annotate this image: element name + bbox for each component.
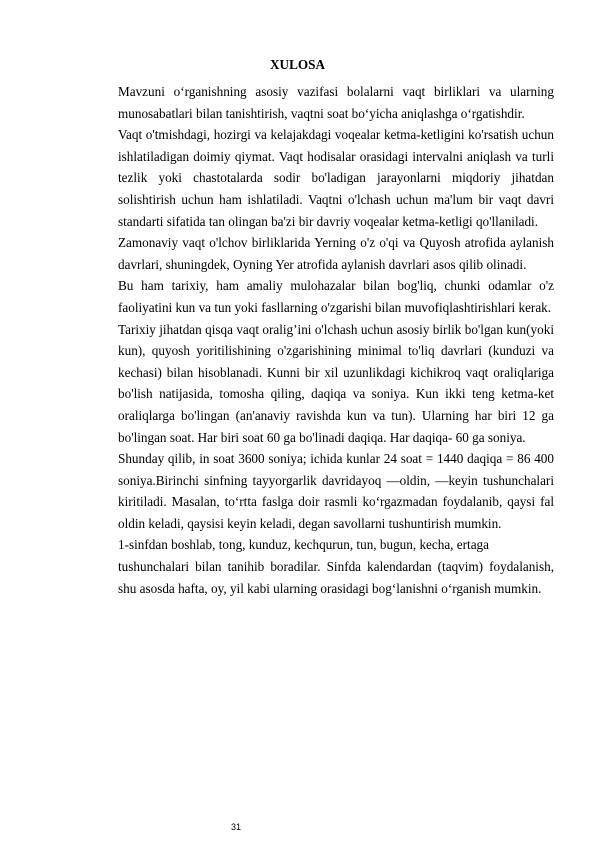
paragraph-4: Bu ham tarixiy, ham amaliy mulohazalar bilan bog'liq, chunki odamlar o'z faoliyatini kun va tun yoki fasllarning o'zgarishi bilan muvofiqlashtirishlari kerak. [118,278,554,315]
paragraph-2: Vaqt o'tmishdagi, hozirgi va kelajakdagi voqealar ketma-ketligini ko'rsatish uchun ishlatiladigan doimiy qiymat. Vaqt hodisalar orasidagi intervalni aniqlash va turli tezlik yoki chastotalarda sodir bo'ladigan jarayonlarni miqdoriy jihatdan solishtirish uchun ham ishlatiladi. Vaqtni o'lchash uchun ma'lum bir vaqt davri standarti sifatida tan olingan ba'zi bir davriy voqealar ketma-ketligi qo'llaniladi. [118,127,554,229]
document-title: XULOSA [270,57,325,72]
paragraph-7: 1-sinfdan boshlab, tong, kunduz, kechqurun, tun, bugun, kecha, ertaga [118,537,489,553]
paragraph-1: Mavzuni o‘rganishning asosiy vazifasi bolalarni vaqt birliklari va ularning munosabatlari bilan tanishtirish, vaqtni soat bo‘yicha aniqlashga o‘rgatishdir. [118,84,554,121]
paragraph-8: tushunchalari bilan tanihib boradilar. Sinfda kalendardan (taqvim) foydalanish, shu asosda hafta, oy, yil kabi ularning orasidagi bog‘lanishni o‘rganish mumkin. [118,559,554,596]
paragraph-5: Tarixiy jihatdan qisqa vaqt oralig’ini o'lchash uchun asosiy birlik bo'lgan kun(yoki kun), quyosh yoritilishining o'zgarishining minimal to'liq davrlari (kunduzi va kechasi) bilan hisoblanadi. Kunni bir xil uzunlikdagi kichikroq vaqt oraliqlariga bo'lish natijasida, tomosha qiling, daqiqa va soniya. Kun ikki teng ketma-ket oraliqlarga bo'lingan (an'anaviy ravishda kun va tun). Ularning har biri 12 ga bo'lingan soat. Har biri soat 60 ga bo'linadi daqiqa. Har daqiqa- 60 ga soniya. [118,321,554,445]
page-number: 31 [231,822,242,832]
document-body [118,81,554,599]
paragraph-3: Zamonaviy vaqt o'lchov birliklarida Yerning o'z o'qi va Quyosh atrofida aylanish davrlari, shuningdek, Oyning Yer atrofida aylanish davrlari asos qilib olinadi. [118,235,554,272]
paragraph-6: Shunday qilib, in soat 3600 soniya; ichida kunlar 24 soat = 1440 daqiqa = 86 400 soniya.Birinchi sinfning tayyorgarlik davridayoq ―oldin, ―keyin tushunchalari kiritiladi. Masalan, to‘rtta faslga doir rasmli ko‘rgazmadan foydalanib, qaysi fal oldin keladi, qaysisi keyin keladi, degan savollarni tushuntirish mumkin. [118,451,554,531]
